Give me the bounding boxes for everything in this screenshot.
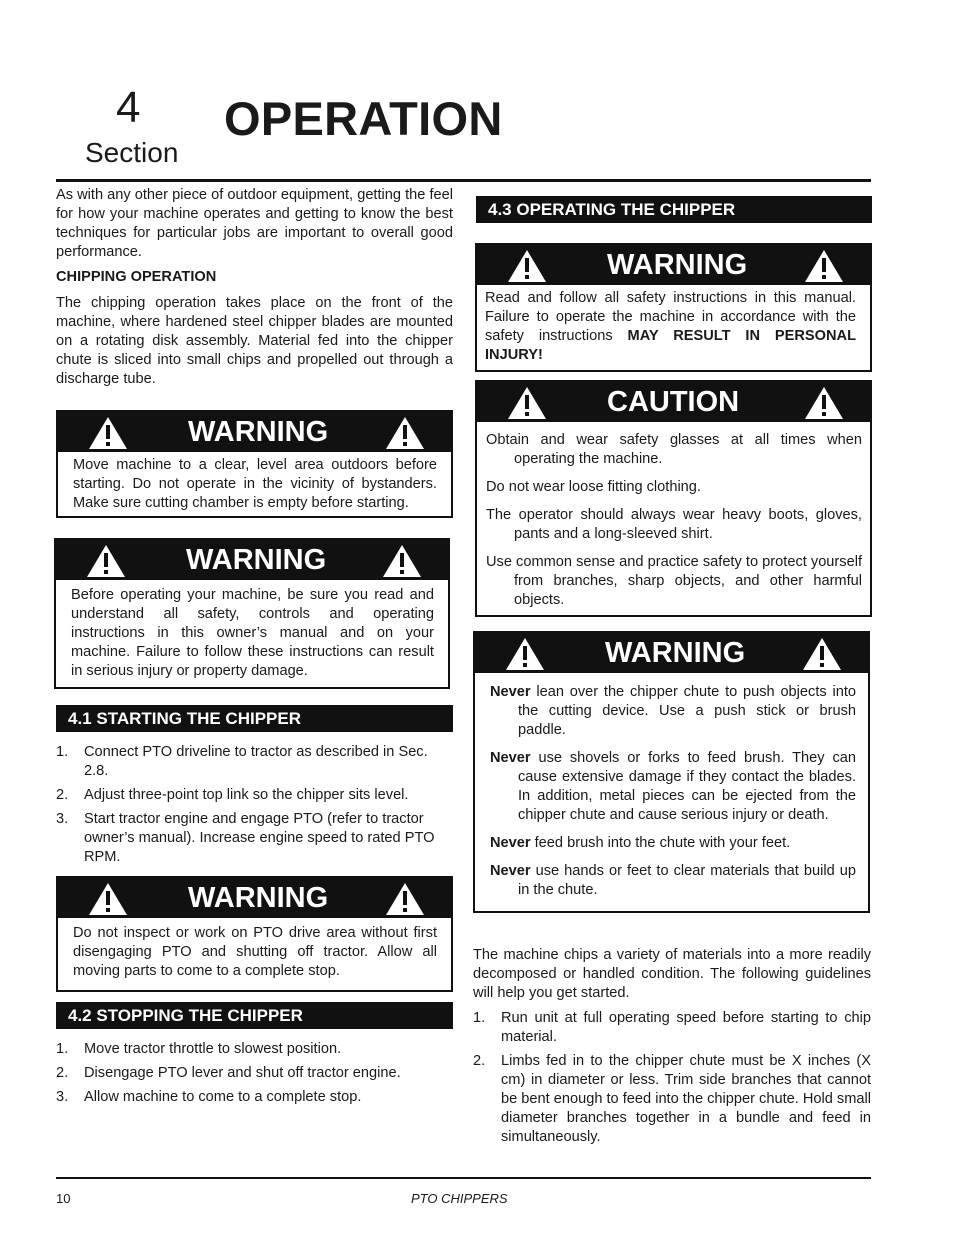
warning-header — [477, 245, 870, 285]
left-column — [56, 186, 453, 1112]
warning-triangle-icon — [385, 416, 425, 450]
warning-box — [473, 631, 870, 913]
warning-item-emphasis: Never — [490, 750, 531, 766]
step-number: 1. — [56, 1041, 69, 1057]
page-number: 10 — [56, 1191, 71, 1206]
step-number: 1. — [56, 744, 69, 760]
warning-item — [490, 834, 856, 853]
step-text: Limbs fed in to the chipper chute must be X inches (X cm) in diameter or less. Trim side branches that cannot be bent enough to feed into the chipper chute. Hold small diameter branches together in a bundle and feed in simultaneously. — [501, 1053, 871, 1145]
step-text: Move tractor throttle to slowest position. — [84, 1041, 342, 1057]
warning-item — [490, 862, 856, 900]
step-number: 2. — [473, 1053, 486, 1069]
caution-item: Use common sense and practice safety to protect yourself from branches, sharp objects, and other harmful objects. — [486, 554, 862, 608]
warning-item-text: feed brush into the chute with your feet. — [530, 835, 791, 851]
warning-text: Before operating your machine, be sure you read and understand all safety, controls and operating instructions in this owner’s manual and on your machine. Failure to follow these instructions can result in serious injury or property damage. — [71, 587, 434, 679]
step-number: 3. — [56, 1089, 69, 1105]
warning-text — [477, 285, 870, 369]
intro-paragraph: As with any other piece of outdoor equipment, getting the feel for how your machine operates and getting to know the best techniques for particular jobs are important to overall good performance. — [56, 187, 453, 260]
warning-label: WARNING — [188, 416, 329, 448]
section-label: Section — [85, 137, 179, 168]
warning-label: WARNING — [186, 544, 327, 576]
step-number: 2. — [56, 1065, 69, 1081]
warning-item-text: use hands or feet to clear materials that build up in the chute. — [518, 863, 856, 898]
guidelines-list — [473, 1009, 871, 1147]
warning-label: WARNING — [607, 249, 748, 281]
header-rule — [56, 179, 871, 182]
stopping-steps — [56, 1040, 453, 1107]
warning-label: WARNING — [188, 882, 329, 914]
warning-item-emphasis: Never — [490, 684, 531, 700]
list-item — [56, 786, 453, 805]
warning-item-text: lean over the chipper chute to push objects into the cutting device. Use a push stick or brush paddle. — [518, 684, 856, 738]
warning-triangle-icon — [88, 882, 128, 916]
warning-box — [56, 410, 453, 518]
chipping-heading: CHIPPING OPERATION — [56, 269, 217, 285]
step-text: Disengage PTO lever and shut off tractor engine. — [84, 1065, 401, 1081]
warning-box — [475, 243, 872, 372]
caution-label: CAUTION — [607, 386, 740, 418]
list-item — [56, 743, 453, 781]
warning-header — [56, 540, 448, 580]
step-text: Connect PTO driveline to tractor as described in Sec. 2.8. — [84, 744, 428, 779]
list-item — [473, 1009, 871, 1047]
warning-text — [475, 673, 868, 906]
section-number: 4 — [116, 83, 141, 132]
warning-item-emphasis: Never — [490, 835, 531, 851]
caution-text — [477, 422, 870, 616]
list-item — [56, 1040, 453, 1059]
list-item — [56, 1064, 453, 1083]
warning-text-emphasis: MAY RESULT IN PERSONAL INJURY! — [485, 328, 856, 363]
warning-header — [58, 878, 451, 918]
step-text: Adjust three-point top link so the chipper sits level. — [84, 787, 409, 803]
footer-title: PTO CHIPPERS — [411, 1191, 508, 1206]
step-number: 2. — [56, 787, 69, 803]
step-text: Run unit at full operating speed before starting to chip material. — [501, 1010, 871, 1045]
warning-triangle-icon — [385, 882, 425, 916]
warning-triangle-icon — [86, 544, 126, 578]
starting-steps — [56, 743, 453, 867]
section-heading: 4.2 STOPPING THE CHIPPER — [56, 1002, 453, 1029]
warning-item-text: use shovels or forks to feed brush. They can cause extensive damage if they contact the blades. In addition, metal pieces can be ejected from the chipper chute and cause serious injury or death. — [518, 750, 856, 823]
caution-triangle-icon — [804, 386, 844, 420]
warning-triangle-icon — [382, 544, 422, 578]
caution-box — [475, 380, 872, 617]
list-item — [473, 1052, 871, 1147]
caution-item: The operator should always wear heavy boots, gloves, pants and a long-sleeved shirt. — [486, 507, 862, 542]
caution-header — [477, 382, 870, 422]
step-number: 1. — [473, 1010, 486, 1026]
step-text: Start tractor engine and engage PTO (refer to tractor owner’s manual). Increase engine speed to rated PTO RPM. — [84, 811, 435, 865]
warning-text: Do not inspect or work on PTO drive area without first disengaging PTO and shutting off tractor. Allow all moving parts to come to a complete stop. — [73, 925, 437, 979]
warning-text-plain: Read and follow all safety instructions in this manual. Failure to operate the machine in accordance with the safety instructions — [485, 290, 856, 344]
caution-triangle-icon — [507, 386, 547, 420]
warning-item-emphasis: Never — [490, 863, 531, 879]
warning-triangle-icon — [505, 637, 545, 671]
caution-item: Do not wear loose fitting clothing. — [486, 479, 701, 495]
warning-triangle-icon — [802, 637, 842, 671]
section-heading: 4.3 OPERATING THE CHIPPER — [476, 196, 872, 223]
section-heading: 4.1 STARTING THE CHIPPER — [56, 705, 453, 732]
warning-header — [58, 412, 451, 452]
guidelines-intro: The machine chips a variety of materials into a more readily decomposed or handled condition. The following guidelines will help you get started. — [473, 947, 871, 1001]
caution-item: Obtain and wear safety glasses at all times when operating the machine. — [486, 432, 862, 467]
warning-header — [475, 633, 868, 673]
warning-triangle-icon — [88, 416, 128, 450]
step-text: Allow machine to come to a complete stop. — [84, 1089, 362, 1105]
list-item — [56, 1088, 453, 1107]
warning-text: Move machine to a clear, level area outdoors before starting. Do not operate in the vicinity of bystanders. Make sure cutting chamber is empty before starting. — [73, 457, 437, 511]
warning-box — [56, 876, 453, 992]
warning-item — [490, 749, 856, 825]
warning-box — [54, 538, 450, 689]
step-number: 3. — [56, 811, 69, 827]
warning-item — [490, 683, 856, 740]
warning-triangle-icon — [804, 249, 844, 283]
warning-triangle-icon — [507, 249, 547, 283]
chipping-paragraph: The chipping operation takes place on the front of the machine, where hardened steel chipper blades are mounted on a rotating disk assembly. Material fed into the chipper chute is sliced into small chips and propelled out through a discharge tube. — [56, 295, 453, 387]
footer-rule — [56, 1177, 871, 1179]
list-item — [56, 810, 453, 867]
right-column — [473, 196, 871, 1152]
page-title: OPERATION — [224, 92, 503, 145]
warning-label: WARNING — [605, 637, 746, 669]
